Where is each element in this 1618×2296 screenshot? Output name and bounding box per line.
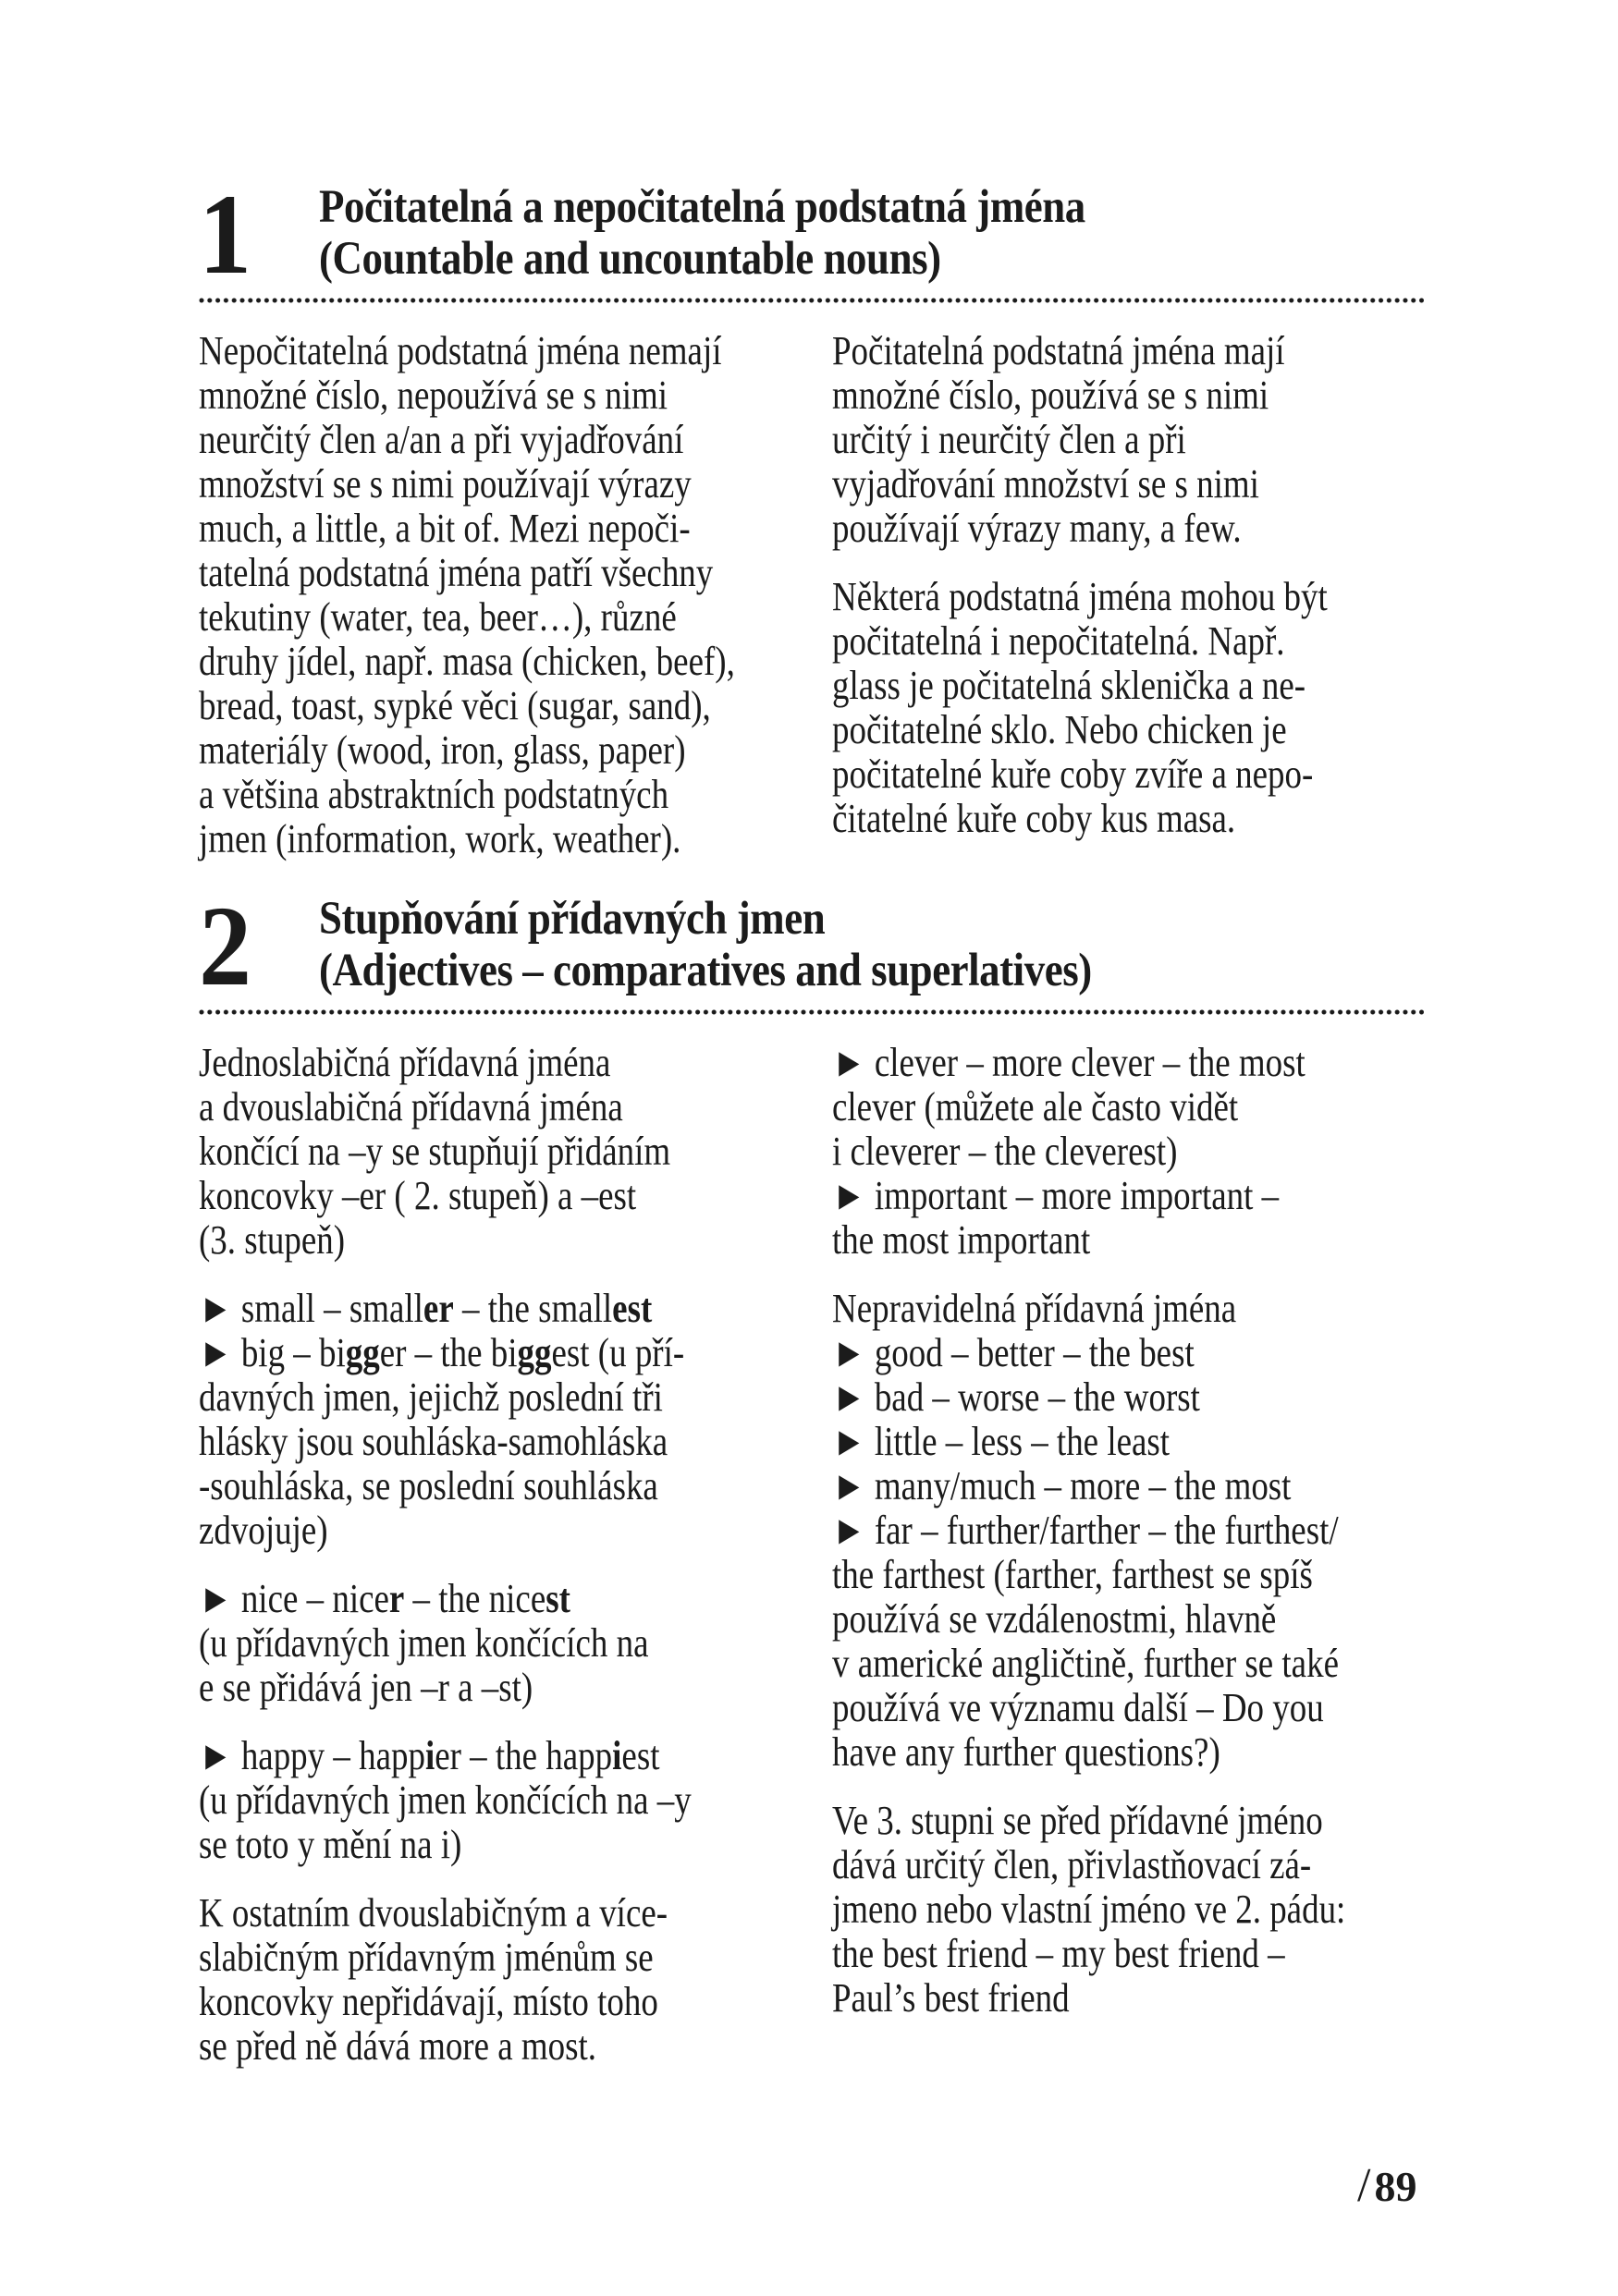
text-line [199,1778,804,1823]
page-content [199,171,1502,2100]
text-line [199,1936,804,1980]
section-1-title-czech: Počitatelná a nepočitatelná podstatná jména [319,181,1085,233]
section-2-title-czech: Stupňování přídavných jmen [319,893,826,945]
text-line [832,1508,1502,1553]
text-line [832,1331,1502,1375]
text-line [832,418,1502,462]
text-segment: Nepočitatelná podstatná jména nemají [199,328,722,373]
text-line [832,1420,1502,1464]
page-number-value: 89 [1374,2163,1417,2210]
text-line [199,640,804,684]
section-2-right-column [832,1041,1502,2069]
text-segment: určitý i neurčitý člen a při [832,417,1186,462]
section-2-left-text [199,1041,804,2069]
text-segment: clever (můžete ale často vidět [832,1084,1239,1130]
text-line [199,1666,804,1710]
text-segment: vyjadřování množství se s nimi [832,461,1259,507]
text-segment: hlásky jsou souhláska-samohláska [199,1419,668,1464]
text-segment: the best friend – my best friend – [832,1931,1285,1976]
text-segment: er – the happ [435,1733,613,1778]
text-line [832,1464,1502,1508]
text-segment: ► good – better – the best [832,1330,1195,1375]
text-segment: jmeno nebo vlastní jméno ve 2. pádu: [832,1887,1346,1932]
text-line [832,1174,1502,1218]
text-line [832,373,1502,418]
text-line [199,1218,804,1263]
text-segment: ► bad – worse – the worst [832,1374,1200,1420]
text-line [832,664,1502,708]
text-line [832,1843,1502,1887]
text-line [832,1218,1502,1263]
text-segment: množné číslo, nepoužívá se s nimi [199,372,668,418]
text-segment: ► many/much – more – the most [832,1463,1292,1508]
paragraph [199,1577,804,1710]
text-segment: používá se vzdálenostmi, hlavně [832,1596,1277,1642]
text-segment: koncovky nepřidávají, místo toho [199,1979,658,2024]
text-segment: ► important – more important – [832,1173,1280,1218]
text-segment: se toto y mění na i) [199,1822,462,1867]
text-line [832,1686,1502,1730]
dotted-divider [199,1009,1424,1015]
text-segment: materiály (wood, iron, glass, paper) [199,727,686,773]
text-line [832,462,1502,507]
section-2-header [199,883,1502,1009]
text-line [832,619,1502,664]
text-segment: gg [345,1330,380,1375]
dotted-divider [199,298,1424,303]
text-segment: používá ve významu další – Do you [832,1685,1324,1730]
text-line [832,575,1502,619]
text-line [199,418,804,462]
text-line [199,773,804,817]
text-segment: a dvouslabičná přídavná jména [199,1084,623,1130]
text-segment: i cleverer – the cleverest) [832,1129,1178,1174]
section-2-title-english: (Adjectives – comparatives and superlatives) [319,945,1092,996]
text-line [199,1041,804,1085]
section-1-right-text [832,329,1502,841]
section-2-title-wrap [319,893,1360,996]
text-line [199,2024,804,2069]
text-line [199,1508,804,1553]
text-line [199,1734,804,1778]
section-1-number: 1 [199,171,250,298]
text-line [199,1577,804,1621]
text-line [832,708,1502,752]
text-line [832,1041,1502,1085]
text-segment: Jednoslabičná přídavná jména [199,1040,611,1085]
section-1-left-column [199,329,804,861]
text-segment: čitatelné kuře coby kus masa. [832,796,1236,841]
text-segment: the most important [832,1217,1091,1263]
text-segment: neurčitý člen a/an a při vyjadřování [199,417,684,462]
text-segment: est [621,1733,660,1778]
text-segment: ► small – small [199,1286,423,1331]
text-segment: er [423,1286,454,1331]
text-segment: Počitatelná podstatná jména mají [832,328,1285,373]
paragraph [199,329,804,861]
paragraph [832,1799,1502,2021]
section-1-header [199,171,1502,298]
text-segment: K ostatním dvouslabičným a více- [199,1890,668,1936]
text-line [832,1887,1502,1932]
paragraph [199,1041,804,1263]
text-line [832,1597,1502,1642]
text-line [199,684,804,728]
section-1-title-english: (Countable and uncountable nouns) [319,233,941,285]
text-segment: est (u pří- [551,1330,685,1375]
text-line [832,1553,1502,1597]
text-segment: ► far – further/farther – the furthest/ [832,1508,1339,1553]
text-segment: počitatelné kuře coby zvíře a nepo- [832,751,1314,797]
text-line [199,507,804,551]
text-segment: používají výrazy many, a few. [832,506,1242,551]
text-line [832,1287,1502,1331]
text-line [199,1980,804,2024]
text-segment: ► big – bi [199,1330,346,1375]
text-segment: dává určitý člen, přivlastňovací zá- [832,1842,1312,1887]
text-line [832,1375,1502,1420]
text-line [199,551,804,595]
page-number [1357,2161,1416,2212]
section-2-number: 2 [199,883,250,1009]
text-segment: druhy jídel, např. masa (chicken, beef), [199,639,735,684]
text-line [832,797,1502,841]
text-segment: Některá podstatná jména mohou být [832,574,1328,619]
text-segment: jmen (information, work, weather). [199,816,681,861]
text-segment: počitatelné sklo. Nebo chicken je [832,707,1287,752]
text-segment: (u přídavných jmen končících na [199,1620,649,1666]
text-segment: (3. stupeň) [199,1217,346,1263]
text-line [832,507,1502,551]
text-segment: a většina abstraktních podstatných [199,772,669,817]
text-segment: (u přídavných jmen končících na –y [199,1777,692,1823]
text-line [199,1287,804,1331]
text-segment: have any further questions?) [832,1729,1220,1775]
text-line [199,728,804,773]
text-line [832,1642,1502,1686]
text-segment: much, a little, a bit of. Mezi nepoči- [199,506,691,551]
text-line [199,1621,804,1666]
section-adjectives [199,883,1502,2069]
text-line [199,1375,804,1420]
text-segment: množství se s nimi používají výrazy [199,461,692,507]
text-line [199,1891,804,1936]
text-segment: est [612,1286,653,1331]
text-segment: glass je počitatelná sklenička a ne- [832,663,1306,708]
text-line [832,752,1502,797]
section-countable-nouns [199,171,1502,861]
section-2-left-column [199,1041,804,2069]
text-segment: gg [517,1330,552,1375]
text-segment: ► clever – more clever – the most [832,1040,1305,1085]
section-1-titles [319,181,1502,285]
text-segment: er – the bi [379,1330,518,1375]
section-1-columns [199,329,1502,861]
paragraph [832,329,1502,551]
text-line [199,1085,804,1130]
text-segment: – the nice [404,1576,546,1621]
text-line [832,1085,1502,1130]
text-segment: e se přidává jen –r a –st) [199,1665,533,1710]
text-segment: st [545,1576,570,1621]
text-segment: slabičným přídavným jménům se [199,1935,654,1980]
text-segment: Paul’s best friend [832,1975,1070,2021]
text-line [199,462,804,507]
page-number-slash: / [1357,2159,1371,2212]
text-segment: Nepravidelná přídavná jména [832,1286,1237,1331]
text-segment: koncovky –er ( 2. stupeň) a –est [199,1173,637,1218]
text-segment: – the small [453,1286,613,1331]
text-line [832,329,1502,373]
section-2-columns [199,1041,1502,2069]
paragraph [832,575,1502,841]
text-line [199,1464,804,1508]
text-line [199,1420,804,1464]
text-segment: Ve 3. stupni se před přídavné jméno [832,1798,1323,1843]
paragraph [199,1287,804,1553]
text-segment: ► nice – nice [199,1576,389,1621]
section-1-left-text [199,329,804,861]
column-gap [804,1041,832,2069]
text-line [199,595,804,640]
text-line [199,817,804,861]
text-segment: i [424,1733,435,1778]
section-2-right-text [832,1041,1502,2021]
text-line [832,1976,1502,2021]
section-1-right-column [832,329,1502,861]
text-segment: the farthest (farther, farthest se spíš [832,1552,1313,1597]
text-segment: množné číslo, používá se s nimi [832,372,1269,418]
text-segment: tekutiny (water, tea, beer…), různé [199,594,677,640]
text-segment: se před ně dává more a most. [199,2023,597,2069]
text-line [832,1130,1502,1174]
paragraph [199,1734,804,1867]
text-segment: i [612,1733,622,1778]
text-segment: davných jmen, jejichž poslední tři [199,1374,663,1420]
paragraph [832,1041,1502,1263]
text-segment: tatelná podstatná jména patří všechny [199,550,714,595]
text-segment: -souhláska, se poslední souhláska [199,1463,658,1508]
text-segment: končící na –y se stupňují přidáním [199,1129,671,1174]
text-segment: bread, toast, sypké věci (sugar, sand), [199,683,711,728]
section-2-titles [319,893,1502,996]
text-line [199,373,804,418]
text-segment: počitatelná i nepočitatelná. Např. [832,618,1285,664]
text-line [199,1130,804,1174]
text-line [199,329,804,373]
text-segment: v americké angličtině, further se také [832,1641,1339,1686]
text-line [832,1730,1502,1775]
text-line [199,1174,804,1218]
text-segment: zdvojuje) [199,1508,328,1553]
text-line [832,1932,1502,1976]
text-line [199,1823,804,1867]
text-segment: ► little – less – the least [832,1419,1171,1464]
text-line [832,1799,1502,1843]
text-line [199,1331,804,1375]
section-1-title-wrap [319,181,1360,285]
text-segment: ► happy – happ [199,1733,425,1778]
paragraph [199,1891,804,2069]
paragraph [832,1287,1502,1775]
column-gap [804,329,832,861]
text-segment: r [388,1576,405,1621]
